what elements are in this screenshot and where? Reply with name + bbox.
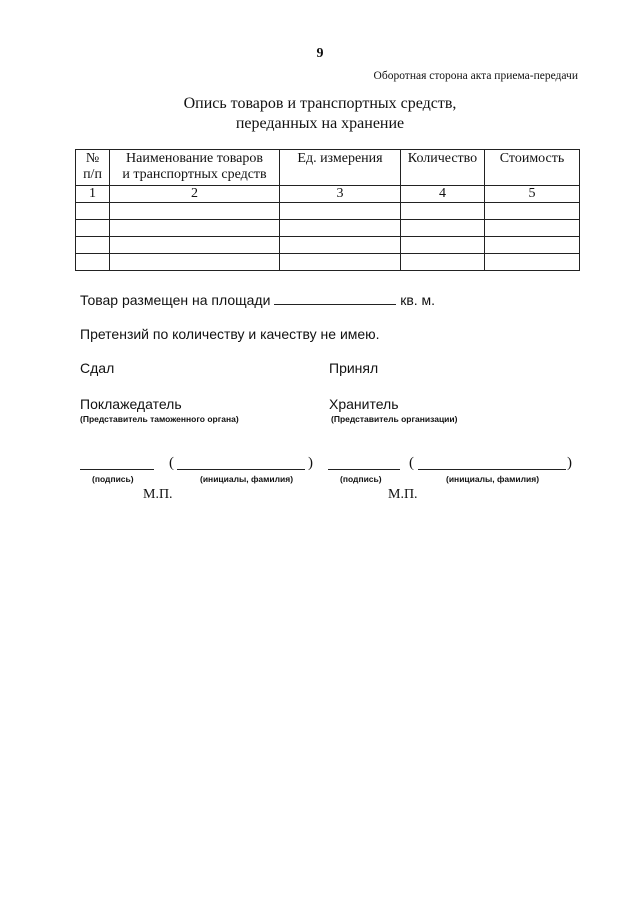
left-party-role-note: (Представитель таможенного органа) [80,414,239,424]
table-row [76,237,580,254]
right-signature-label: (подпись) [340,474,382,484]
table-cell[interactable] [110,220,280,237]
right-open-paren: ( [409,455,414,471]
page-number: 9 [316,46,324,61]
column-number-cell: 3 [280,186,401,203]
header-cell-unit: Ед. измерения [280,150,401,186]
left-seal-mark: М.П. [143,487,173,502]
table-cell[interactable] [76,237,110,254]
right-name-field[interactable] [418,469,566,470]
table-cell[interactable] [401,254,485,271]
left-signature-label: (подпись) [92,474,134,484]
left-name-field[interactable] [177,469,305,470]
table-row [76,203,580,220]
header-cell-quantity: Количество [401,150,485,186]
claims-statement: Претензий по количеству и качеству не имею. [80,326,380,342]
table-cell[interactable] [401,203,485,220]
table-cell[interactable] [485,203,580,220]
left-name-label: (инициалы, фамилия) [200,474,294,484]
left-signature-field[interactable] [80,469,154,470]
page-caption: Оборотная сторона акта приема-передачи [373,70,578,82]
table-cell[interactable] [76,254,110,271]
area-value-field[interactable] [274,290,396,305]
table-row [76,254,580,271]
column-number-cell: 2 [110,186,280,203]
left-close-paren: ) [308,455,313,471]
table-cell[interactable] [280,220,401,237]
document-title-line-2: переданных на хранение [235,115,405,132]
right-close-paren: ) [567,455,572,471]
header-cell-name: Наименование товаров и транспортных средств [110,150,280,186]
table-cell[interactable] [485,237,580,254]
area-statement [80,290,435,308]
header-cell-number: № п/п [76,150,110,186]
left-party-role: Поклажедатель [80,396,182,412]
right-party-role: Хранитель [329,396,399,412]
table-cell[interactable] [110,203,280,220]
right-party-role-note: (Представитель организации) [331,414,458,424]
table-cell[interactable] [401,220,485,237]
table-cell[interactable] [280,203,401,220]
inventory-table [75,149,580,271]
table-cell[interactable] [280,254,401,271]
table-cell[interactable] [485,254,580,271]
table-cell[interactable] [76,220,110,237]
table-cell[interactable] [485,220,580,237]
area-unit: кв. м. [400,292,436,308]
left-party-action: Сдал [80,360,115,376]
right-seal-mark: М.П. [388,487,418,502]
document-title-line-1: Опись товаров и транспортных средств, [183,95,457,112]
left-open-paren: ( [169,455,174,471]
table-cell[interactable] [76,203,110,220]
column-number-row [76,186,580,203]
table-cell[interactable] [110,254,280,271]
column-number-cell: 4 [401,186,485,203]
table-cell[interactable] [280,237,401,254]
table-row [76,220,580,237]
column-number-cell: 1 [76,186,110,203]
header-cell-cost: Стоимость [485,150,580,186]
right-name-label: (инициалы, фамилия) [446,474,540,484]
document-title [0,94,640,134]
table-cell[interactable] [110,237,280,254]
area-statement-text: Товар размещен на площади [80,292,271,308]
right-party-action: Принял [329,360,379,376]
column-number-cell: 5 [485,186,580,203]
table-header-row [76,150,580,186]
right-signature-field[interactable] [328,469,400,470]
table-cell[interactable] [401,237,485,254]
